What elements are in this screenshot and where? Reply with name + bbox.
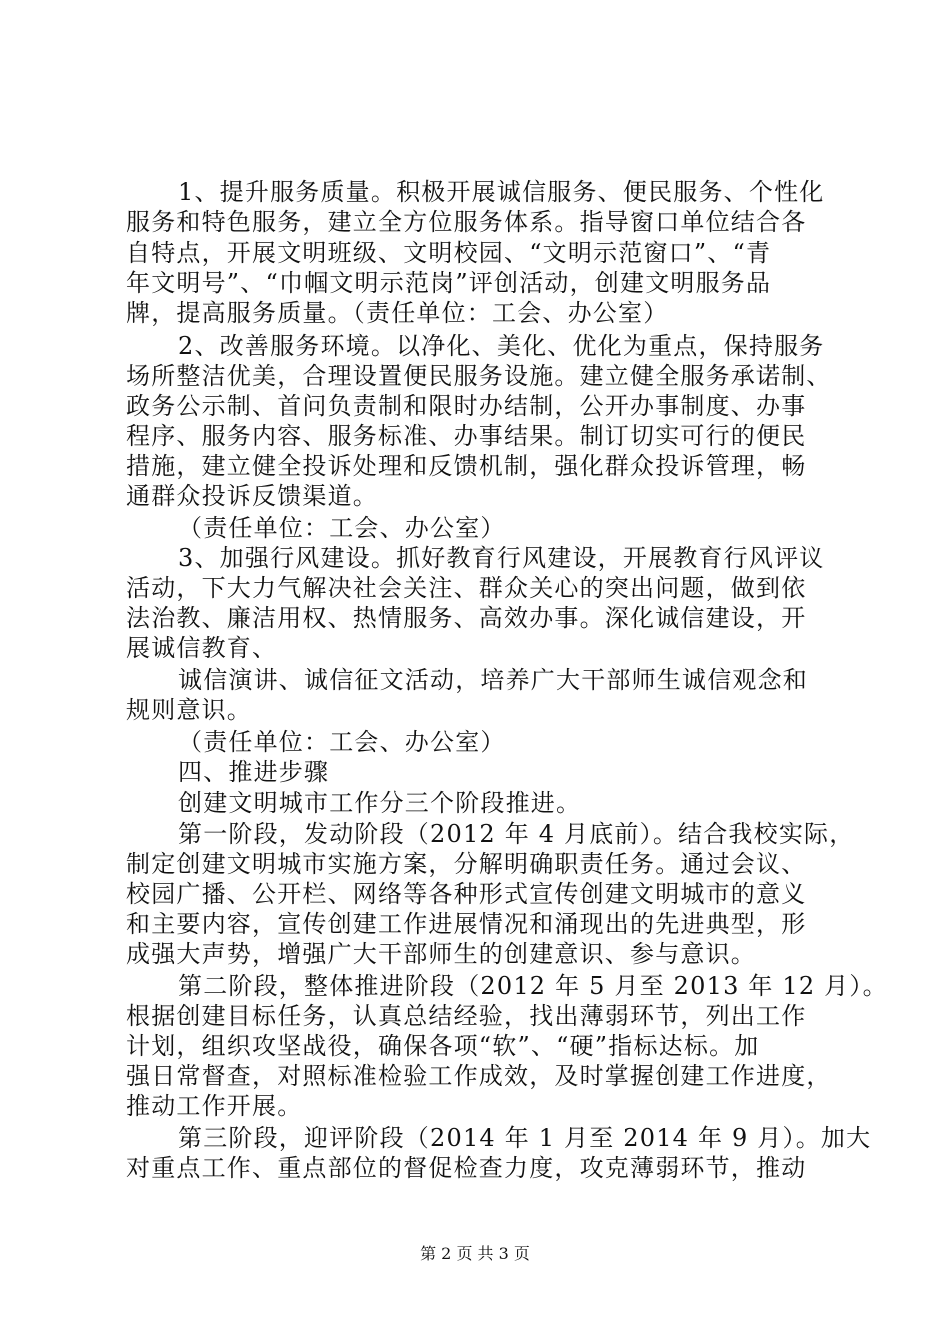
text-line: 通群众投诉反馈渠道。 (126, 482, 378, 510)
text-line: 根据创建目标任务，认真总结经验，找出薄弱环节，列出工作 (126, 1002, 807, 1030)
page-footer: 第 2 页 共 3 页 (420, 1244, 530, 1263)
text-line: 自特点，开展文明班级、文明校园、“文明示范窗口”、“青 (126, 239, 772, 267)
text-line: 服务和特色服务，建立全方位服务体系。指导窗口单位结合各 (126, 208, 807, 236)
text-line: 2、改善服务环境。以净化、美化、优化为重点，保持服务 (178, 332, 825, 360)
text-line: 法治教、廉洁用权、热情服务、高效办事。深化诚信建设，开 (126, 604, 807, 632)
text-line: 创建文明城市工作分三个阶段推进。 (178, 789, 582, 817)
text-line: 校园广播、公开栏、网络等各种形式宣传创建文明城市的意义 (126, 880, 807, 908)
text-line: 计划，组织攻坚战役，确保各项“软”、“硬”指标达标。加 (126, 1032, 760, 1060)
text-line: 牌，提高服务质量。（责任单位：工会、办公室） (126, 299, 669, 327)
text-line: 政务公示制、首问负责制和限时办结制，公开办事制度、办事 (126, 392, 807, 420)
text-line: 程序、服务内容、服务标准、办事结果。制订切实可行的便民 (126, 422, 807, 450)
text-line: 年文明号”、“巾帼文明示范岗”评创活动，创建文明服务品 (126, 269, 772, 297)
text-line: 场所整洁优美，合理设置便民服务设施。建立健全服务承诺制、 (126, 362, 832, 390)
text-line: 规则意识。 (126, 696, 252, 724)
text-line: 展诚信教育、 (126, 634, 278, 662)
text-line: 强日常督查，对照标准检验工作成效，及时掌握创建工作进度， (126, 1062, 832, 1090)
text-line: （责任单位：工会、办公室） (178, 728, 506, 756)
text-line: 对重点工作、重点部位的督促检查力度，攻克薄弱环节，推动 (126, 1154, 807, 1182)
text-line: 诚信演讲、诚信征文活动，培养广大干部师生诚信观念和 (178, 666, 808, 694)
text-line: 第二阶段，整体推进阶段（2012 年 5 月至 2013 年 12 月）。 (178, 972, 888, 1000)
text-line: 活动，下大力气解决社会关注、群众关心的突出问题，做到依 (126, 574, 807, 602)
text-line: 第三阶段，迎评阶段（2014 年 1 月至 2014 年 9 月）。加大 (178, 1124, 872, 1152)
section-heading: 四、推进步骤 (178, 758, 330, 786)
text-line: 和主要内容，宣传创建工作进展情况和涌现出的先进典型，形 (126, 910, 807, 938)
text-line: （责任单位：工会、办公室） (178, 514, 506, 542)
text-line: 第一阶段，发动阶段（2012 年 4 月底前）。结合我校实际， (178, 820, 855, 848)
text-line: 制定创建文明城市实施方案，分解明确职责任务。通过会议、 (126, 850, 807, 878)
text-line: 3、加强行风建设。抓好教育行风建设，开展教育行风评议 (178, 544, 825, 572)
text-line: 措施，建立健全投诉处理和反馈机制，强化群众投诉管理，畅 (126, 452, 807, 480)
text-line: 成强大声势，增强广大干部师生的创建意识、参与意识。 (126, 940, 756, 968)
text-line: 1、提升服务质量。积极开展诚信服务、便民服务、个性化 (178, 178, 825, 206)
text-line: 推动工作开展。 (126, 1092, 303, 1120)
